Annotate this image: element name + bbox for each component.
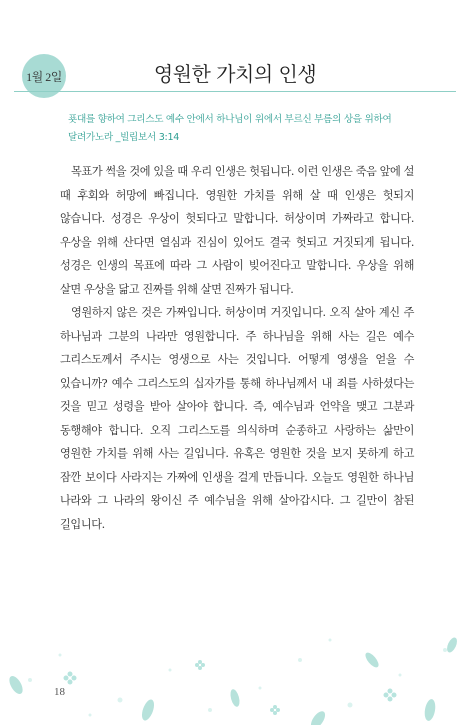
devotional-body (60, 160, 414, 536)
verse-text: 푯대를 향하여 그리스도 예수 안에서 하나님이 위에서 부르신 부름의 상을 위하여 달려가노라 (68, 114, 392, 143)
verse-reference: _빌립보서 3:14 (115, 132, 180, 143)
date-badge: 1월 2일 (22, 54, 66, 98)
body-paragraph: 목표가 썩을 것에 있을 때 우리 인생은 헛됩니다. 이런 인생은 죽음 앞에 설 때 후회와 허망에 빠집니다. 영원한 가치를 위해 살 때 인생은 헛되지 않습니다. 성경은 우상이 헛되다고 말합니다. 허상이며 가짜라고 합니다. 우상을 위해 산다면 열심과 진심이 있어도 결국 헛되고 거짓되게 됩니다. 성경은 인생의 목표에 따라 그 사람이 빚어진다고 말합니다. 우상을 위해 살면 우상을 닮고 진짜를 위해 살면 진짜가 됩니다. (60, 165, 414, 296)
body-paragraph: 영원하지 않은 것은 가짜입니다. 허상이며 거짓입니다. 오직 살아 계신 주 하나님과 그분의 나라만 영원합니다. 주 하나님을 위해 사는 길은 예수 그리스도께서 주시는 영생으로 사는 것입니다. 어떻게 영생을 얻을 수 있습니까? 예수 그리스도의 십자가를 통해 하나님께서 내 죄를 사하셨다는 것을 믿고 성령을 받아 살아야 합니다. 즉, 예수님과 언약을 맺고 그분과 동행해야 합니다. 오직 그리스도를 의식하며 순종하고 사랑하는 삶만이 영원한 가치를 위해 사는 길입니다. 유혹은 영원한 것을 보지 못하게 하고 잠깐 보이다 사라지는 가짜에 인생을 걸게 만듭니다. 오늘도 영원한 하나님 나라와 그 나라의 왕이신 주 예수님을 위해 살아갑시다. 그 길만이 참된 길입니다. (60, 306, 414, 531)
title-divider (14, 91, 456, 92)
page-number: 18 (54, 686, 65, 698)
scripture-verse (68, 111, 414, 147)
page-title: 영원한 가치의 인생 (153, 62, 317, 86)
decorative-leaves (0, 560, 470, 725)
